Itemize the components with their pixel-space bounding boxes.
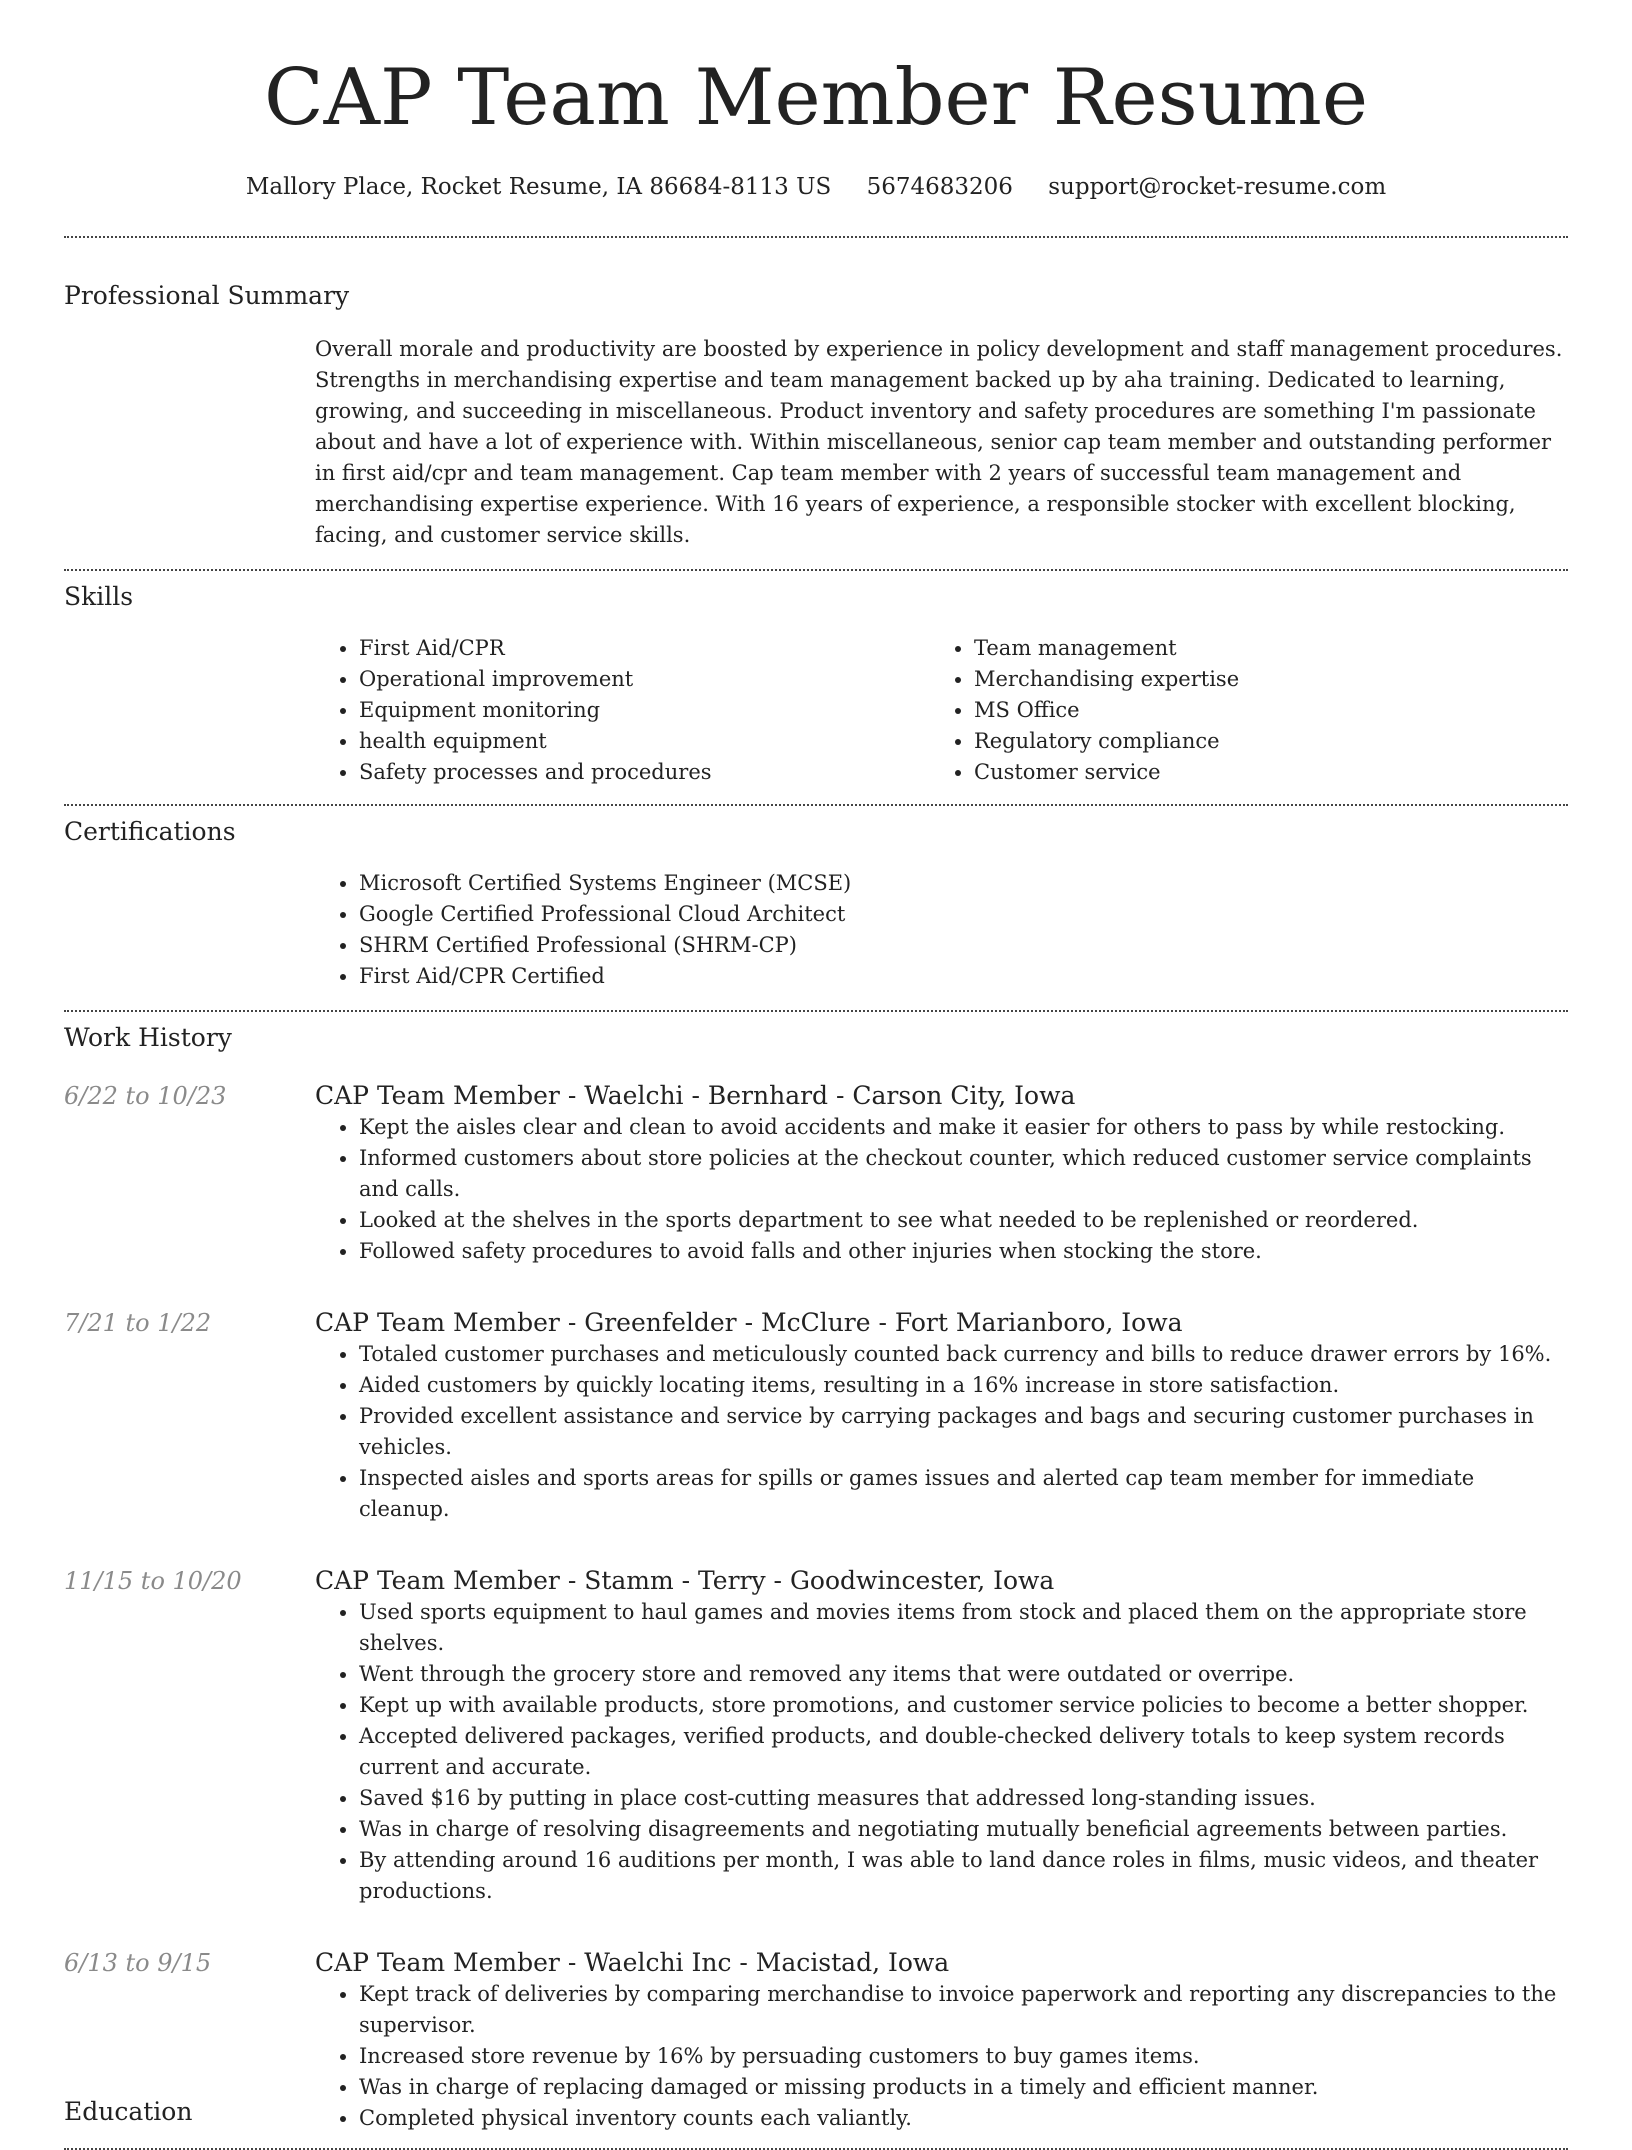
job-title: CAP Team Member - Stamm - Terry - Goodwincester, Iowa <box>315 1566 1055 1595</box>
list-item: • Kept up with available products, store promotions, and customer service policies to become a better shopper. <box>359 1690 1568 1721</box>
resume-title: CAP Team Member Resume <box>263 53 1369 143</box>
job-bullets <box>315 1597 1568 1907</box>
job-entry <box>64 1307 1568 1525</box>
list-item: • Inspected aisles and sports areas for spills or games issues and alerted cap team member for immediate cleanup. <box>359 1463 1568 1525</box>
list-item: • Was in charge of resolving disagreements and negotiating mutually beneficial agreements between parties. <box>359 1814 1568 1845</box>
work-history-section <box>64 1012 1568 2148</box>
list-item: • First Aid/CPR <box>359 633 930 664</box>
job-title: CAP Team Member - Greenfelder - McClure - Fort Marianboro, Iowa <box>315 1308 1183 1337</box>
certifications-list <box>315 868 1568 992</box>
list-item: • Team management <box>974 633 1545 664</box>
work-history-heading: Work History <box>64 1023 232 1052</box>
list-item: • Looked at the shelves in the sports department to see what needed to be replenished or reordered. <box>359 1205 1568 1236</box>
certifications-section <box>64 806 1568 1010</box>
job-dates: 6/13 to 9/15 <box>64 1949 212 1977</box>
job-bullets <box>315 1112 1568 1267</box>
list-item: • Informed customers about store policies at the checkout counter, which reduced customer service complaints and calls. <box>359 1143 1568 1205</box>
job-entry <box>64 1565 1568 1907</box>
contact-address: Mallory Place, Rocket Resume, IA 86684-8113 US <box>245 174 832 200</box>
job-dates: 11/15 to 10/20 <box>64 1567 242 1595</box>
list-item: • Equipment monitoring <box>359 695 930 726</box>
certifications-heading: Certifications <box>64 817 236 846</box>
list-item: • Totaled customer purchases and meticulously counted back currency and bills to reduce drawer errors by 16%. <box>359 1339 1568 1370</box>
list-item: • Microsoft Certified Systems Engineer (MCSE) <box>359 868 1568 899</box>
summary-section <box>64 238 1568 569</box>
job-entry <box>64 1080 1568 1267</box>
list-item: • health equipment <box>359 726 930 757</box>
list-item: • Followed safety procedures to avoid falls and other injuries when stocking the store. <box>359 1236 1568 1267</box>
list-item: • MS Office <box>974 695 1545 726</box>
skills-section <box>64 571 1568 804</box>
job-bullets <box>315 1979 1568 2134</box>
list-item: • Safety processes and procedures <box>359 757 930 788</box>
skills-heading: Skills <box>64 582 134 611</box>
skills-list-right <box>930 633 1545 788</box>
list-item: • Google Certified Professional Cloud Architect <box>359 899 1568 930</box>
summary-text: Overall morale and productivity are boosted by experience in policy development and staff management procedures. Strengths in merchandising expertise and team management backed up by aha training. Dedicated to learning, growing, and succeeding in miscellaneous. Product inventory and safety procedures are something I'm passionate about and have a lot of experience with. Within miscellaneous, senior cap team member and outstanding performer in first aid/cpr and team management. Cap team member with 2 years of successful team management and merchandising expertise experience. With 16 years of experience, a responsible stocker with excellent blocking, facing, and customer service skills. <box>315 337 1563 547</box>
list-item: • By attending around 16 auditions per month, I was able to land dance roles in films, music videos, and theater productions. <box>359 1845 1568 1907</box>
job-title: CAP Team Member - Waelchi Inc - Macistad, Iowa <box>315 1948 950 1977</box>
skills-list-left <box>315 633 930 788</box>
list-item: • Went through the grocery store and removed any items that were outdated or overripe. <box>359 1659 1568 1690</box>
job-dates: 6/22 to 10/23 <box>64 1082 227 1110</box>
list-item: • Kept the aisles clear and clean to avoid accidents and make it easier for others to pass by while restocking. <box>359 1112 1568 1143</box>
contact-line <box>64 172 1568 202</box>
list-item: • Customer service <box>974 757 1545 788</box>
list-item: • Provided excellent assistance and service by carrying packages and bags and securing customer purchases in vehicles. <box>359 1401 1568 1463</box>
list-item: • Accepted delivered packages, verified products, and double-checked delivery totals to keep system records current and accurate. <box>359 1721 1568 1783</box>
list-item: • Kept track of deliveries by comparing merchandise to invoice paperwork and reporting any discrepancies to the supervisor. <box>359 1979 1568 2041</box>
summary-heading: Professional Summary <box>64 281 350 310</box>
list-item: • Was in charge of replacing damaged or missing products in a timely and efficient manner. <box>359 2072 1568 2103</box>
contact-phone: 5674683206 <box>866 174 1013 200</box>
job-bullets <box>315 1339 1568 1525</box>
list-item: • First Aid/CPR Certified <box>359 961 1568 992</box>
list-item: • Increased store revenue by 16% by persuading customers to buy games items. <box>359 2041 1568 2072</box>
education-heading: Education <box>64 2097 193 2126</box>
list-item: • Operational improvement <box>359 664 930 695</box>
job-title: CAP Team Member - Waelchi - Bernhard - Carson City, Iowa <box>315 1081 1076 1110</box>
list-item: • SHRM Certified Professional (SHRM-CP) <box>359 930 1568 961</box>
job-entry <box>64 1947 1568 2148</box>
list-item: • Saved $16 by putting in place cost-cutting measures that addressed long-standing issues. <box>359 1783 1568 1814</box>
contact-email: support@rocket-resume.com <box>1048 174 1387 200</box>
list-item: • Merchandising expertise <box>974 664 1545 695</box>
list-item: • Completed physical inventory counts each valiantly. <box>359 2103 1568 2134</box>
list-item: • Aided customers by quickly locating items, resulting in a 16% increase in store satisfaction. <box>359 1370 1568 1401</box>
list-item: • Used sports equipment to haul games and movies items from stock and placed them on the appropriate store shelves. <box>359 1597 1568 1659</box>
job-dates: 7/21 to 1/22 <box>64 1309 212 1337</box>
list-item: • Regulatory compliance <box>974 726 1545 757</box>
